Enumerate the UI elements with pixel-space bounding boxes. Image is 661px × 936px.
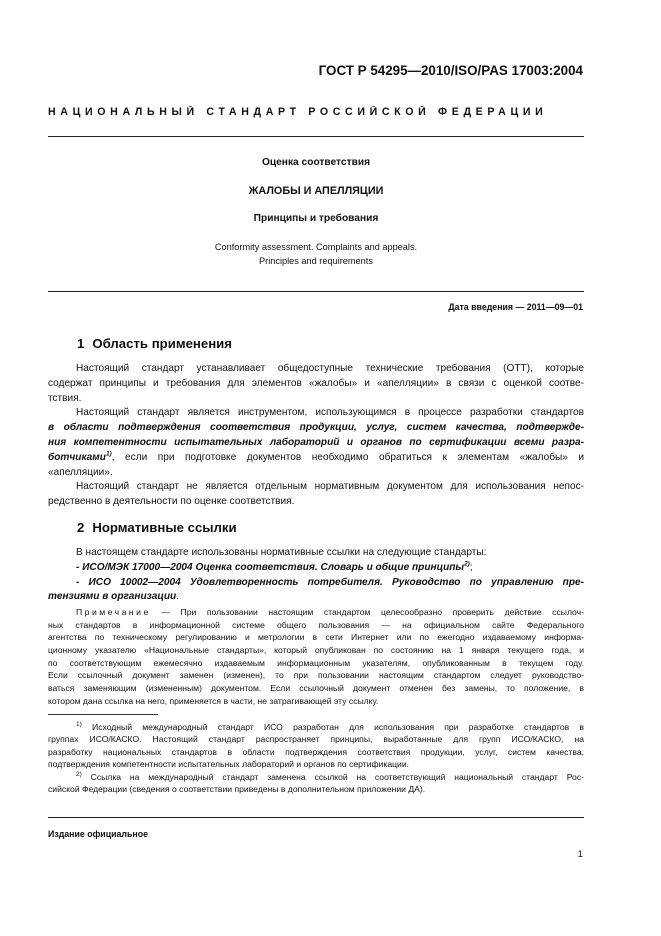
footnote-ref[interactable]: 1): [105, 450, 112, 458]
footnote-line: подтверждения компетентности испытательных лабораторий и органов по сертификации.: [48, 759, 410, 770]
title-main: ЖАЛОБЫ И АПЕЛЛЯЦИИ: [248, 185, 384, 197]
intro-date: Дата введения — 2011—09—01: [448, 302, 583, 312]
footnote-line: [48, 721, 584, 733]
note-line: ваться заменяющим (измененным) документом. Если ссылочный документ отменен без замены, то положение, в: [48, 683, 584, 694]
note-line: ных стандартов в информационной системе общего пользования — на официальном сайте Федерального: [48, 619, 584, 630]
text-run: ;: [469, 561, 473, 573]
footnotes: [48, 721, 584, 795]
edition-label: Издание официальное: [48, 829, 148, 839]
section-title: Область применения: [92, 336, 232, 351]
reference-item: [48, 561, 584, 576]
text-line: Настоящий стандарт не является отдельным нормативным документом для использования непос-: [76, 481, 584, 493]
footnote-rule: [48, 714, 158, 715]
section-heading-scope: [77, 336, 232, 351]
text-run: .: [176, 591, 180, 603]
section-number: 2: [77, 520, 85, 535]
text-line: Настоящий стандарт устанавливает общедоступные технические требования (ОТТ), которые: [76, 363, 584, 374]
text-run: — При пользовании настоящим стандартом целесообразно проверить действие ссылоч-: [150, 607, 584, 617]
text-run: Ссылка на международный стандарт заменена ссылкой на соответствующий национальный стандарт Рос-: [81, 771, 584, 782]
emphasis-text: ботчиками: [48, 451, 106, 463]
text-line: Настоящий стандарт является инструментом, использующимся в процессе разработки стандартов: [76, 407, 584, 419]
national-standard-banner: НАЦИОНАЛЬНЫЙ СТАНДАРТ РОССИЙСКОЙ ФЕДЕРАЦИИ: [48, 106, 548, 118]
text-line: «апелляции».: [48, 466, 113, 478]
text-line: ния компетентности испытательных лабораторий и органов по сертификации всеми разра-: [48, 436, 584, 448]
title-principles: Принципы и требования: [253, 213, 379, 224]
section-number: 1: [77, 336, 85, 351]
footnote-line: [48, 771, 584, 783]
header-rule: [48, 136, 584, 137]
footnote-line: разработку национальных стандартов в области подтверждения соответствия продукции, услуг, систем качества,: [48, 746, 584, 757]
reference-item: - ИСО 10002—2004 Удовлетворенность потребителя. Руководство по управлению пре-: [76, 576, 584, 588]
text-run: , если при подготовке документов необходимо обратиться к элементам «жалобы» и: [111, 451, 584, 463]
reference-text: - ИСО/МЭК 17000—2004 Оценка соответствия. Словарь и общие принципы: [76, 561, 465, 573]
footnote-line: группах ИСО/КАСКО. Настоящий стандарт распространяет принципы, выработанные для групп ИСО/КАСКО, на: [48, 734, 584, 745]
title-english-line2: Principles and requirements: [259, 256, 373, 266]
text-line: содержат принципы и требования для элементов «жалобы» и «апелляции» в связи с оценкой соотве-: [48, 377, 584, 389]
title-conformity: Оценка соответствия: [261, 157, 371, 168]
note-line: ционному указателю «Национальные стандарты», который опубликован по состоянию на 1 января текущего года, и: [48, 645, 584, 656]
title-english-line1: Conformity assessment. Complaints and appeals.: [214, 242, 418, 252]
text-line: в области подтверждения соответствия продукции, услуг, систем качества, подтвержде-: [48, 422, 584, 434]
note-label: Примечание: [76, 607, 151, 617]
reference-item: [48, 590, 584, 605]
text-line: [48, 451, 584, 466]
section-title: Нормативные ссылки: [92, 520, 237, 535]
text-run: Исходный международный стандарт ИСО разработан для использования при разработке стандартов в: [81, 722, 584, 732]
gost-number: ГОСТ Р 54295—2010/ISO/PAS 17003:2004: [318, 63, 583, 78]
footnote-ref[interactable]: 2): [464, 560, 470, 568]
text-line: тствия.: [48, 392, 82, 404]
note-block: [48, 606, 584, 708]
note-line: Если ссылочный документ заменен (изменен), то при пользовании настоящим стандартом следует руководство-: [48, 670, 584, 681]
page-number: 1: [577, 849, 583, 860]
note-line: агентства по техническому регулированию и метрологии в сети Интернет или по ежегодно издаваемому информа-: [48, 632, 584, 643]
note-line: [48, 606, 584, 619]
footer-rule: [48, 817, 584, 818]
title-rule: [48, 291, 584, 292]
footnote-mark: 1): [76, 721, 82, 729]
footnote-line: сийской Федерации (сведения о соответствии приведены в дополнительном приложении ДА).: [48, 783, 426, 794]
note-line: по соответствующим ежемесячно издаваемым информационным указателям, опубликованным в текущем году.: [48, 657, 584, 668]
footnote-mark: 2): [76, 770, 82, 778]
text-line: редственно в деятельности по оценке соответствия.: [48, 496, 295, 508]
section-heading-references: [77, 520, 237, 535]
note-line: котором дана ссылка на него, применяется в части, не затрагивающей эту ссылку.: [48, 695, 379, 706]
section-scope-body: [48, 362, 584, 510]
text-line: В настоящем стандарте использованы нормативные ссылки на следующие стандарты:: [76, 547, 487, 558]
reference-text: тензиями в организации: [48, 591, 177, 603]
section-references-body: [48, 546, 584, 605]
